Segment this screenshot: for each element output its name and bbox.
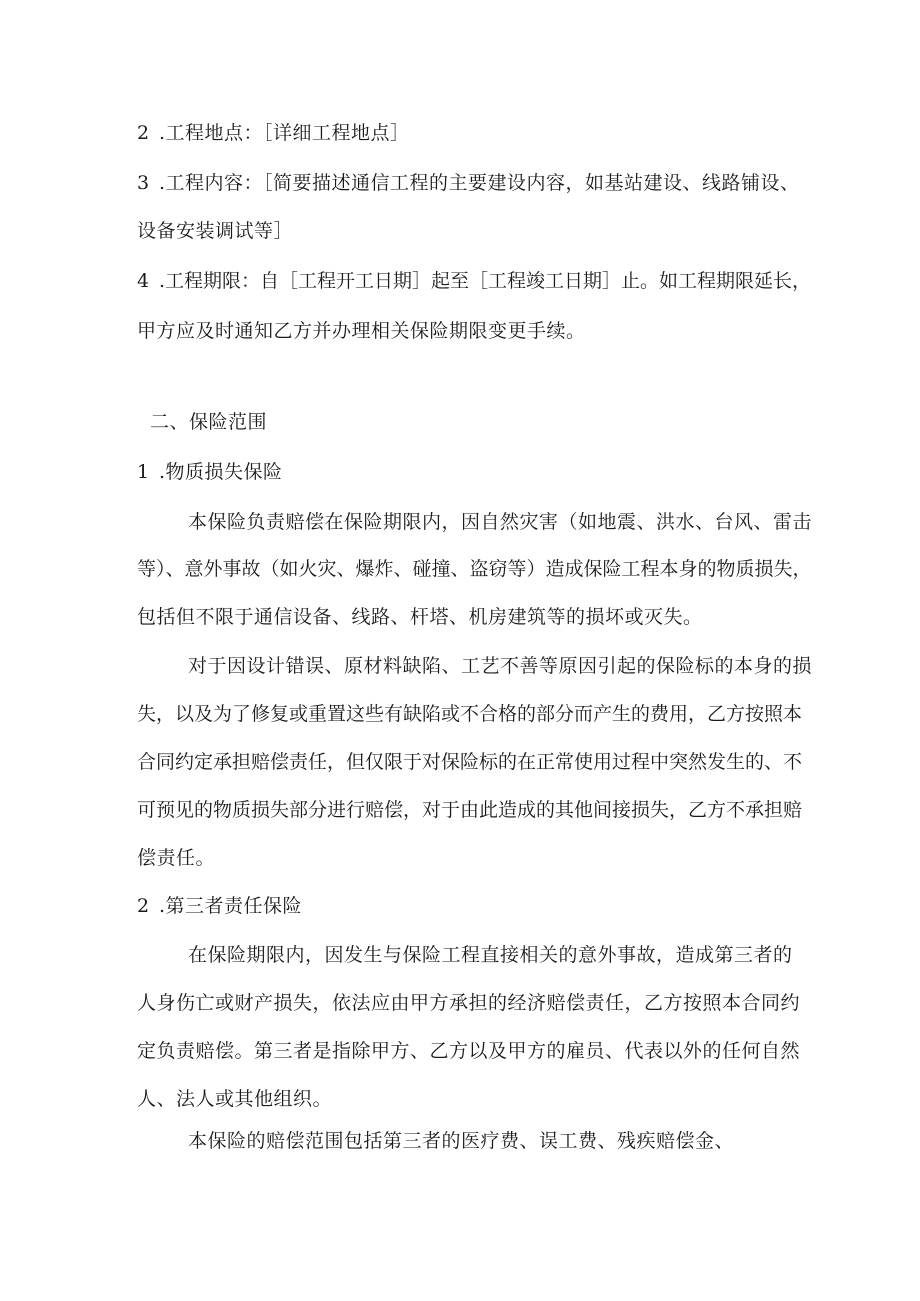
subsection-2-title xyxy=(137,893,302,919)
item-3-content xyxy=(137,170,800,196)
section-heading: 二、保险范围 xyxy=(150,411,268,433)
item-text: .第三者责任保险 xyxy=(159,895,303,917)
paragraph-line: 偿责任。 xyxy=(137,847,216,869)
paragraph-line: 可预见的物质损失部分进行赔偿，对于由此造成的其他间接损失，乙方不承担赔 xyxy=(137,799,803,821)
item-text: .物质损失保险 xyxy=(159,461,283,483)
item-number: 4 xyxy=(137,270,150,292)
paragraph-line: 本保险的赔偿范围包括第三者的医疗费、误工费、残疾赔偿金、 xyxy=(188,1130,735,1152)
paragraph-line: 包括但不限于通信设备、线路、杆塔、机房建筑等的损坏或灭失。 xyxy=(137,606,703,628)
paragraph-line: 人身伤亡或财产损失，依法应由甲方承担的经济赔偿责任，乙方按照本合同约 xyxy=(137,992,801,1014)
paragraph-line: 定负责赔偿。第三者是指除甲方、乙方以及甲方的雇员、代表以外的任何自然 xyxy=(137,1040,801,1062)
paragraph-line: 等）、意外事故（如火灾、爆炸、碰撞、盗窃等）造成保险工程本身的物质损失， xyxy=(137,558,812,580)
item-text: .工程期限：自［工程开工日期］起至［工程竣工日期］止。如工程期限延长， xyxy=(159,270,812,292)
item-number: 1 xyxy=(137,461,150,483)
paragraph-line: 对于因设计错误、原材料缺陷、工艺不善等原因引起的保险标的本身的损 xyxy=(188,655,813,677)
paragraph-line: 人、法人或其他组织。 xyxy=(137,1088,333,1110)
paragraph-line: 在保险期限内，因发生与保险工程直接相关的意外事故，造成第三者的 xyxy=(188,944,793,966)
subsection-1-title xyxy=(137,459,283,485)
item-text: .工程地点：［详细工程地点］ xyxy=(159,122,410,144)
item-2-location xyxy=(137,120,410,146)
item-4-period xyxy=(137,268,811,294)
paragraph-line: 本保险负责赔偿在保险期限内，因自然灾害（如地震、洪水、台风、雷击 xyxy=(188,511,813,533)
item-4-continuation: 甲方应及时通知乙方并办理相关保险期限变更手续。 xyxy=(137,320,586,342)
item-3-continuation: 设备安装调试等］ xyxy=(137,220,294,242)
paragraph-line: 合同约定承担赔偿责任，但仅限于对保险标的在正常使用过程中突然发生的、不 xyxy=(137,751,803,773)
item-number: 2 xyxy=(137,122,150,144)
item-number: 2 xyxy=(137,895,150,917)
item-number: 3 xyxy=(137,172,150,194)
item-text: .工程内容：［简要描述通信工程的主要建设内容，如基站建设、线路铺设、 xyxy=(159,172,800,194)
paragraph-line: 失，以及为了修复或重置这些有缺陷或不合格的部分而产生的费用，乙方按照本 xyxy=(137,703,803,725)
